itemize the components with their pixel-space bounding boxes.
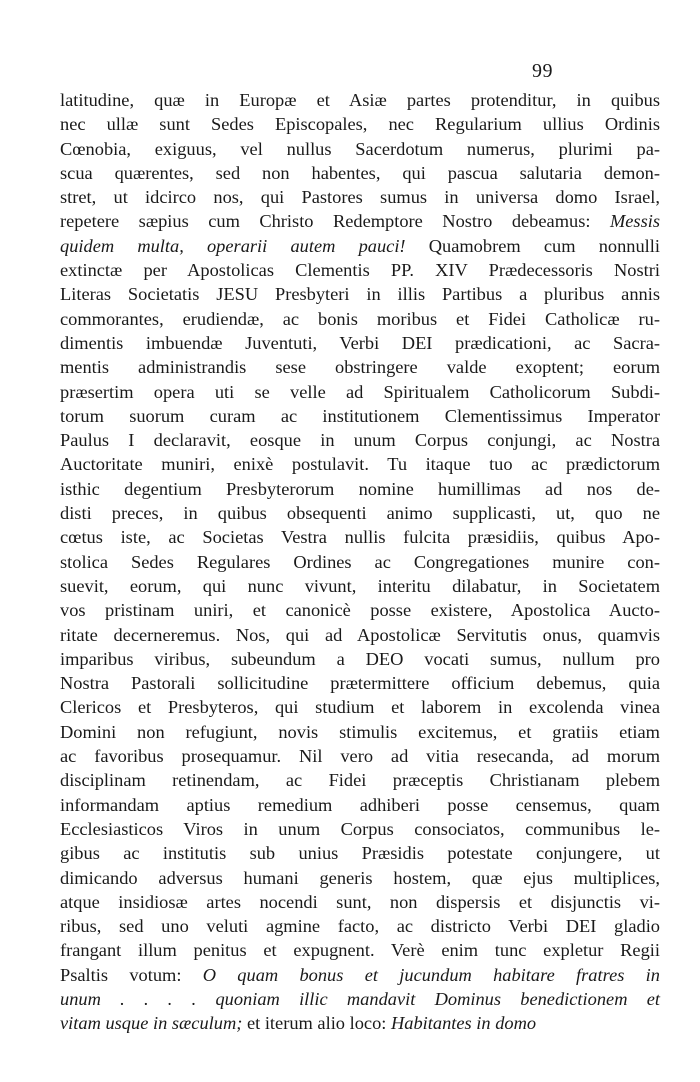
text-line: latitudine, quæ in Europæ et Asiæ partes protenditur, in quibus bbox=[60, 90, 660, 110]
text-line: stolica Sedes Regulares Ordines ac Congregationes munire con- bbox=[60, 551, 660, 572]
page-number: 99 bbox=[532, 60, 553, 82]
text-line: disciplinam retinendam, ac Fidei præceptis Christianam plebem bbox=[60, 770, 660, 791]
text-line: mentis administrandis sese obstringere valde exoptent; eorum bbox=[60, 357, 660, 378]
text-line: Paulus I declaravit, eosque in unum Corpus conjungi, ac Nostra bbox=[60, 430, 660, 451]
text-line: Cœnobia, exiguus, vel nullus Sacerdotum numerus, plurimi pa- bbox=[60, 138, 660, 159]
text-line: Nostra Pastorali sollicitudine prætermittere officium debemus, quia bbox=[60, 673, 660, 694]
text-line: Domini non refugiunt, novis stimulis excitemus, et gratiis etiam bbox=[60, 721, 660, 742]
text-line: suevit, eorum, qui nunc vivunt, interitu dilabatur, in Societatem bbox=[60, 575, 660, 596]
text-line: Auctoritate muniri, enixè postulavit. Tu itaque tuo ac prædictorum bbox=[60, 454, 660, 475]
text-line: ritate decerneremus. Nos, qui ad Apostolicæ Servitutis onus, quamvis bbox=[60, 624, 660, 645]
text-line: ac favoribus prosequamur. Nil vero ad vitia resecanda, ad morum bbox=[60, 746, 660, 767]
text-body bbox=[60, 88, 660, 1036]
text-line: vitam usque in sæculum; et iterum alio loco: Habitantes in domo bbox=[60, 1013, 537, 1034]
text-line: informandam aptius remedium adhiberi posse censemus, quam bbox=[60, 794, 660, 815]
text-line: atque insidiosæ artes nocendi sunt, non dispersis et disjunctis vi- bbox=[60, 891, 660, 912]
text-line: disti preces, in quibus obsequenti animo supplicasti, ut, quo ne bbox=[60, 503, 660, 524]
text-line: isthic degentium Presbyterorum nomine humillimas ad nos de- bbox=[60, 478, 660, 499]
text-line: extinctæ per Apostolicas Clementis PP. XIV Prædecessoris Nostri bbox=[60, 260, 660, 281]
text-line: quidem multa, operarii autem pauci! Quamobrem cum nonnulli bbox=[60, 235, 660, 256]
text-line: scua quærentes, sed non habentes, qui pascua salutaria demon- bbox=[60, 162, 660, 183]
text-line: præsertim opera uti se velle ad Spiritualem Catholicorum Subdi- bbox=[60, 381, 660, 402]
text-line: nec ullæ sunt Sedes Episcopales, nec Regularium ullius Ordinis bbox=[60, 114, 660, 135]
text-line: Clericos et Presbyteros, qui studium et laborem in excolenda vinea bbox=[60, 697, 660, 718]
text-line: commorantes, erudiendæ, ac bonis moribus et Fidei Catholicæ ru- bbox=[60, 308, 660, 329]
text-line: repetere sæpius cum Christo Redemptore Nostro debeamus: Messis bbox=[60, 211, 660, 232]
text-line: gibus ac institutis sub unius Præsidis potestate conjungere, ut bbox=[60, 843, 660, 864]
text-line: dimentis imbuendæ Juventuti, Verbi DEI prædicationi, ac Sacra- bbox=[60, 332, 660, 353]
text-line: unum . . . . quoniam illic mandavit Dominus benedictionem et bbox=[60, 988, 660, 1009]
text-line: cœtus iste, ac Societas Vestra nullis fulcita præsidiis, quibus Apo- bbox=[60, 527, 660, 548]
text-line: dimicando adversus humani generis hostem, quæ ejus multiplices, bbox=[60, 867, 660, 888]
text-line: ribus, sed uno veluti agmine facto, ac districto Verbi DEI gladio bbox=[60, 916, 660, 937]
text-line: Literas Societatis JESU Presbyteri in illis Partibus a pluribus annis bbox=[60, 284, 660, 305]
text-line: torum suorum curam ac institutionem Clementissimus Imperator bbox=[60, 405, 660, 426]
text-line: frangant illum penitus et expugnent. Verè enim tunc expletur Regii bbox=[60, 940, 660, 961]
text-line: stret, ut idcirco nos, qui Pastores sumus in universa domo Israel, bbox=[60, 187, 660, 208]
text-line: imparibus viribus, subeundum a DEO vocati sumus, nullum pro bbox=[60, 648, 660, 669]
text-line: Ecclesiasticos Viros in unum Corpus consociatos, communibus le- bbox=[60, 818, 660, 839]
text-line: vos pristinam uniri, et canonicè posse existere, Apostolica Aucto- bbox=[60, 600, 660, 621]
text-line: Psaltis votum: O quam bonus et jucundum habitare fratres in bbox=[60, 964, 660, 985]
